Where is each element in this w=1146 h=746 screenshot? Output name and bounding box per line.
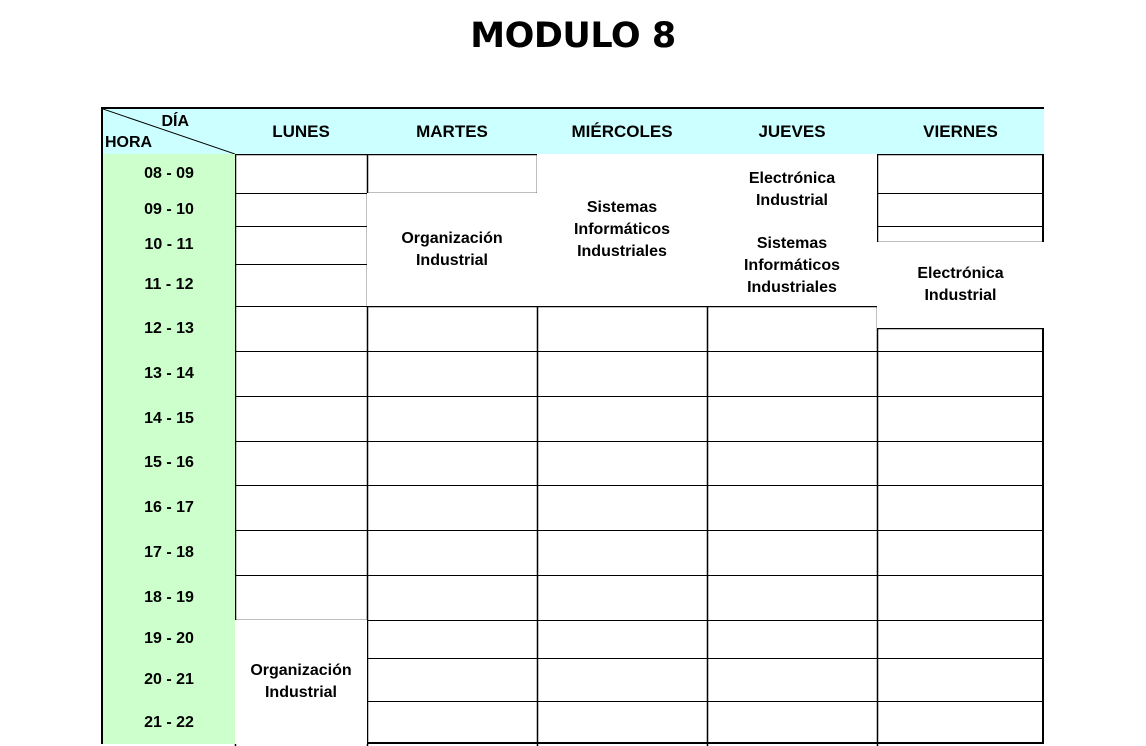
hour-cell: 20 - 21 [103, 658, 235, 701]
hour-cell: 14 - 15 [103, 396, 235, 441]
hour-cell: 12 - 13 [103, 306, 235, 351]
hour-cell: 08 - 09 [103, 154, 235, 193]
day-header-jueves: JUEVES [707, 109, 877, 154]
day-header-miercoles: MIÉRCOLES [537, 109, 707, 154]
subject-label: Sistemas Informáticos Industriales [743, 235, 840, 296]
day-header-viernes: VIERNES [877, 109, 1044, 154]
dia-label: DÍA [161, 113, 189, 130]
hour-cell: 10 - 11 [103, 226, 235, 264]
day-header-lunes: LUNES [235, 109, 367, 154]
hour-cell: 19 - 20 [103, 620, 235, 658]
hour-cell: 17 - 18 [103, 530, 235, 575]
hour-cell: 16 - 17 [103, 485, 235, 530]
subject-label: Organización Industrial [250, 662, 352, 701]
corner-header [103, 109, 235, 154]
page-title: MODULO 8 [470, 16, 676, 56]
hour-cell: 09 - 10 [103, 193, 235, 226]
subject-label: Electrónica Industrial [917, 265, 1004, 304]
subject-block-jueves-1 [707, 154, 877, 226]
subject-block-jueves-2 [707, 226, 877, 306]
hour-cell: 13 - 14 [103, 351, 235, 396]
hour-cell: 11 - 12 [103, 264, 235, 306]
subject-block-miercoles [537, 154, 707, 306]
subject-label: Sistemas Informáticos Industriales [573, 199, 670, 260]
subject-label: Organización Industrial [401, 229, 503, 269]
hour-cell: 18 - 19 [103, 575, 235, 620]
subject-block-lunes [235, 620, 367, 744]
schedule-table [101, 107, 1044, 744]
subject-block-viernes [877, 242, 1044, 328]
day-header-martes: MARTES [367, 109, 537, 154]
hour-cell: 21 - 22 [103, 701, 235, 744]
hora-label: HORA [105, 134, 153, 151]
subject-label: Electrónica Industrial [748, 170, 836, 209]
hour-cell: 15 - 16 [103, 441, 235, 485]
subject-block-martes [367, 193, 537, 306]
